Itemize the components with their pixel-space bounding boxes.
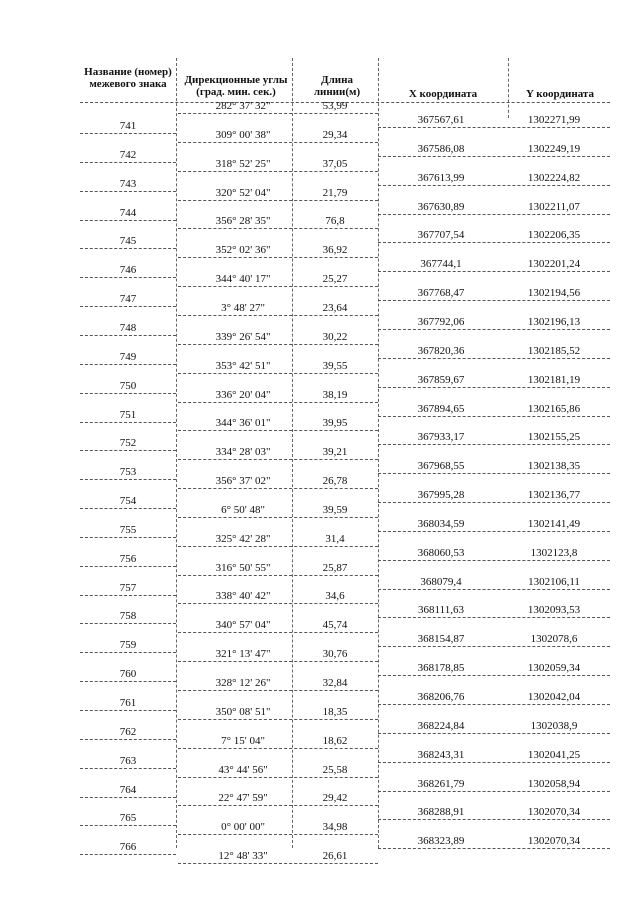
direction-angle-cell: 22° 47' 59" — [218, 792, 268, 805]
row-divider — [178, 690, 378, 691]
y-coordinate-cell: 1302041,25 — [527, 748, 581, 761]
direction-angle-cell: 344° 40' 17" — [215, 273, 271, 286]
direction-angle-cell: 353° 42' 51" — [215, 359, 271, 372]
y-coordinate-cell: 1302196,13 — [527, 315, 581, 328]
y-coordinate-cell: 1302155,25 — [527, 431, 581, 444]
row-divider — [378, 791, 610, 792]
row-divider — [178, 171, 378, 172]
point-name-cell: 759 — [119, 639, 137, 652]
x-coordinate-cell: 367744,1 — [420, 258, 462, 271]
row-divider — [378, 358, 610, 359]
point-name-cell: 747 — [119, 293, 137, 306]
point-name-cell: 748 — [119, 321, 137, 334]
line-length-cell: 37,05 — [322, 157, 348, 170]
x-coordinate-cell: 368261,79 — [417, 777, 465, 790]
direction-angle-cell: 356° 28' 35" — [215, 215, 271, 228]
row-divider — [178, 113, 378, 114]
x-coordinate-cell: 367968,55 — [417, 460, 465, 473]
direction-angle-cell: 318° 52' 25" — [215, 157, 271, 170]
row-divider — [80, 797, 176, 798]
direction-angle-cell: 328° 12' 26" — [215, 677, 271, 689]
point-name-cell: 761 — [119, 697, 137, 709]
x-coordinate-cell: 367613,99 — [417, 171, 465, 184]
row-divider — [378, 646, 610, 647]
x-coordinate-cell: 367586,08 — [417, 142, 465, 155]
line-length-cell: 34,98 — [322, 821, 348, 834]
row-divider — [378, 271, 610, 272]
row-divider — [178, 200, 378, 201]
row-divider — [80, 652, 176, 653]
row-divider — [378, 819, 610, 820]
direction-angle-cell: 316° 50' 55" — [215, 561, 271, 574]
y-coordinate-cell: 1302106,11 — [528, 575, 580, 588]
direction-angle-cell: 336° 20' 04" — [215, 388, 271, 401]
column-divider — [176, 58, 177, 848]
x-coordinate-cell: 367894,65 — [417, 402, 465, 415]
line-length-cell: 39,55 — [322, 359, 348, 372]
row-divider — [178, 603, 378, 604]
line-length-cell: 34,6 — [325, 590, 345, 603]
row-divider — [378, 675, 610, 676]
row-divider — [178, 632, 378, 633]
y-coordinate-cell: 1302123,8 — [530, 546, 578, 559]
line-length-cell: 38,19 — [322, 388, 348, 401]
y-coordinate-cell: 1302185,52 — [527, 344, 581, 357]
row-divider — [80, 133, 176, 134]
row-divider — [378, 473, 610, 474]
y-coordinate-cell: 1302138,35 — [527, 460, 581, 473]
row-divider — [378, 502, 610, 503]
line-length-cell: 36,92 — [322, 244, 348, 257]
row-divider — [178, 834, 378, 835]
line-length-cell: 45,74 — [322, 619, 348, 632]
row-divider — [80, 479, 176, 480]
row-divider — [378, 531, 610, 532]
direction-angle-cell: 7° 15' 04" — [221, 734, 265, 747]
row-divider — [80, 537, 176, 538]
line-length-cell: 18,62 — [322, 734, 348, 747]
row-divider — [378, 127, 610, 128]
y-coordinate-cell: 1302194,56 — [527, 287, 581, 300]
row-divider — [80, 768, 176, 769]
y-coordinate-cell: 1302249,19 — [527, 142, 581, 155]
row-divider — [378, 704, 610, 705]
point-name-cell: 766 — [119, 841, 137, 854]
header-line-length: Длина линии(м) — [313, 74, 361, 98]
direction-angle-cell: 0° 00' 00" — [221, 821, 265, 834]
row-divider — [80, 566, 176, 567]
row-divider — [378, 617, 610, 618]
point-name-cell: 755 — [119, 523, 137, 536]
x-coordinate-cell: 367792,06 — [417, 315, 465, 328]
x-coordinate-cell: 368079,4 — [420, 575, 462, 588]
direction-angle-cell: 344° 36' 01" — [215, 417, 271, 430]
row-divider — [178, 459, 378, 460]
line-length-cell: 25,27 — [322, 273, 348, 286]
column-divider — [508, 58, 509, 118]
row-divider — [80, 710, 176, 711]
row-divider — [378, 416, 610, 417]
y-coordinate-cell: 1302042,04 — [527, 691, 581, 703]
row-divider — [378, 589, 610, 590]
row-divider — [80, 825, 176, 826]
direction-angle-cell: 325° 42' 28" — [215, 532, 271, 545]
row-divider — [80, 854, 176, 855]
line-length-cell: 76,8 — [325, 215, 345, 228]
row-divider — [80, 393, 176, 394]
y-coordinate-cell: 1302136,77 — [527, 489, 581, 502]
row-divider — [178, 315, 378, 316]
header-direction-angle: Дирекционные углы (град. мин. сек.) — [184, 74, 288, 98]
point-name-cell: 754 — [119, 495, 137, 508]
row-divider — [178, 575, 378, 576]
y-coordinate-cell: 1302059,34 — [527, 662, 581, 675]
line-length-cell: 29,42 — [322, 792, 348, 805]
direction-angle-cell: 350° 08' 51" — [215, 705, 271, 718]
line-length-cell: 21,79 — [322, 186, 348, 199]
point-name-cell: 756 — [119, 552, 137, 565]
direction-angle-cell: 338° 40' 42" — [215, 590, 271, 603]
row-divider — [178, 517, 378, 518]
row-divider — [80, 191, 176, 192]
direction-angle-cell: 356° 37' 02" — [215, 475, 271, 488]
point-name-cell: 743 — [119, 177, 137, 190]
point-name-cell: 764 — [119, 783, 137, 796]
header-y-coordinate: Y координата — [526, 88, 594, 100]
direction-angle-cell: 282° 37' 32" — [215, 100, 271, 112]
x-coordinate-cell: 367933,17 — [417, 431, 465, 444]
row-divider — [178, 430, 378, 431]
y-coordinate-cell: 1302201,24 — [527, 258, 581, 271]
x-coordinate-cell: 367768,47 — [417, 287, 465, 300]
x-coordinate-cell: 368060,53 — [417, 546, 465, 559]
coordinates-table — [80, 58, 610, 863]
point-name-cell: 760 — [119, 668, 137, 681]
line-length-cell: 26,78 — [322, 475, 348, 488]
y-coordinate-cell: 1302206,35 — [527, 229, 581, 242]
point-name-cell: 749 — [119, 350, 137, 363]
point-name-cell: 763 — [119, 754, 137, 767]
line-length-cell: 39,59 — [322, 503, 348, 516]
line-length-cell: 39,21 — [322, 446, 348, 459]
direction-angle-cell: 6° 50' 48" — [221, 503, 265, 516]
x-coordinate-cell: 367707,54 — [417, 229, 465, 242]
row-divider — [178, 748, 378, 749]
direction-angle-cell: 321° 13' 47" — [215, 648, 271, 661]
y-coordinate-cell: 1302271,99 — [527, 114, 581, 126]
row-divider — [378, 387, 610, 388]
direction-angle-cell: 339° 26' 54" — [215, 330, 271, 343]
row-divider — [80, 306, 176, 307]
row-divider — [80, 623, 176, 624]
direction-angle-cell: 12° 48' 33" — [218, 850, 268, 863]
row-divider — [378, 185, 610, 186]
y-coordinate-cell: 1302093,53 — [527, 604, 581, 617]
line-length-cell: 31,4 — [325, 532, 345, 545]
direction-angle-cell: 43° 44' 56" — [218, 763, 268, 776]
line-length-cell: 26,61 — [322, 850, 348, 863]
direction-angle-cell: 340° 57' 04" — [215, 619, 271, 632]
line-length-cell: 53,99 — [322, 100, 348, 112]
row-divider — [178, 546, 378, 547]
row-divider — [178, 777, 378, 778]
row-divider — [378, 733, 610, 734]
direction-angle-cell: 320° 52' 04" — [215, 186, 271, 199]
x-coordinate-cell: 367630,89 — [417, 200, 465, 213]
line-length-cell: 25,58 — [322, 763, 348, 776]
row-divider — [178, 344, 378, 345]
point-name-cell: 757 — [119, 581, 137, 594]
direction-angle-cell: 309° 00' 38" — [215, 128, 271, 141]
row-divider — [80, 248, 176, 249]
x-coordinate-cell: 368111,63 — [418, 604, 464, 617]
x-coordinate-cell: 368323,89 — [417, 835, 465, 848]
x-coordinate-cell: 368154,87 — [417, 633, 465, 646]
row-divider — [178, 373, 378, 374]
row-divider — [178, 286, 378, 287]
y-coordinate-cell: 1302058,94 — [527, 777, 581, 790]
row-divider — [178, 257, 378, 258]
direction-angle-cell: 334° 28' 03" — [215, 446, 271, 459]
line-length-cell: 25,87 — [322, 561, 348, 574]
point-name-cell: 742 — [119, 148, 137, 161]
row-divider — [378, 300, 610, 301]
y-coordinate-cell: 1302141,49 — [527, 517, 581, 530]
point-name-cell: 765 — [119, 812, 137, 825]
row-divider — [378, 444, 610, 445]
row-divider — [378, 762, 610, 763]
row-divider — [378, 848, 610, 849]
y-coordinate-cell: 1302211,07 — [528, 200, 580, 213]
row-divider — [178, 719, 378, 720]
y-coordinate-cell: 1302038,9 — [530, 719, 578, 732]
y-coordinate-cell: 1302181,19 — [527, 373, 581, 386]
row-divider — [80, 220, 176, 221]
point-name-cell: 745 — [119, 235, 137, 248]
row-divider — [178, 661, 378, 662]
row-divider — [378, 214, 610, 215]
point-name-cell: 752 — [119, 437, 137, 450]
row-divider — [80, 739, 176, 740]
x-coordinate-cell: 368288,91 — [417, 806, 465, 819]
header-x-coordinate: X координата — [408, 88, 478, 100]
y-coordinate-cell: 1302078,6 — [530, 633, 578, 646]
row-divider — [80, 508, 176, 509]
row-divider — [80, 335, 176, 336]
point-name-cell: 744 — [119, 206, 137, 219]
point-name-cell: 750 — [119, 379, 137, 392]
line-length-cell: 30,22 — [322, 330, 348, 343]
y-coordinate-cell: 1302070,34 — [527, 835, 581, 848]
direction-angle-cell: 3° 48' 27" — [221, 301, 265, 314]
row-divider — [178, 488, 378, 489]
x-coordinate-cell: 367995,28 — [417, 489, 465, 502]
y-coordinate-cell: 1302224,82 — [527, 171, 581, 184]
line-length-cell: 30,76 — [322, 648, 348, 661]
row-divider — [80, 364, 176, 365]
x-coordinate-cell: 367567,61 — [417, 114, 465, 126]
point-name-cell: 758 — [119, 610, 137, 623]
row-divider — [178, 402, 378, 403]
row-divider — [80, 422, 176, 423]
line-length-cell: 23,64 — [322, 301, 348, 314]
row-divider — [178, 228, 378, 229]
row-divider — [378, 329, 610, 330]
row-divider — [178, 805, 378, 806]
point-name-cell: 746 — [119, 264, 137, 277]
line-length-cell: 29,34 — [322, 128, 348, 141]
line-length-cell: 32,84 — [322, 677, 348, 689]
point-name-cell: 751 — [119, 408, 137, 421]
point-name-cell: 753 — [119, 466, 137, 479]
row-divider — [80, 681, 176, 682]
x-coordinate-cell: 368224,84 — [417, 719, 465, 732]
header-point-name: Название (номер) межевого знака — [84, 66, 172, 90]
y-coordinate-cell: 1302165,86 — [527, 402, 581, 415]
x-coordinate-cell: 368034,59 — [417, 517, 465, 530]
row-divider — [378, 560, 610, 561]
y-coordinate-cell: 1302070,34 — [527, 806, 581, 819]
line-length-cell: 39,95 — [322, 417, 348, 430]
x-coordinate-cell: 368243,31 — [417, 748, 465, 761]
direction-angle-cell: 352° 02' 36" — [215, 244, 271, 257]
point-name-cell: 762 — [119, 725, 137, 738]
row-divider — [80, 277, 176, 278]
row-divider — [178, 142, 378, 143]
point-name-cell: 741 — [119, 120, 137, 132]
row-divider — [80, 450, 176, 451]
x-coordinate-cell: 368178,85 — [417, 662, 465, 675]
row-divider — [80, 162, 176, 163]
x-coordinate-cell: 367820,36 — [417, 344, 465, 357]
row-divider — [378, 156, 610, 157]
row-divider — [178, 863, 378, 864]
line-length-cell: 18,35 — [322, 705, 348, 718]
row-divider — [80, 595, 176, 596]
row-divider — [378, 242, 610, 243]
x-coordinate-cell: 368206,76 — [417, 691, 465, 703]
x-coordinate-cell: 367859,67 — [417, 373, 465, 386]
